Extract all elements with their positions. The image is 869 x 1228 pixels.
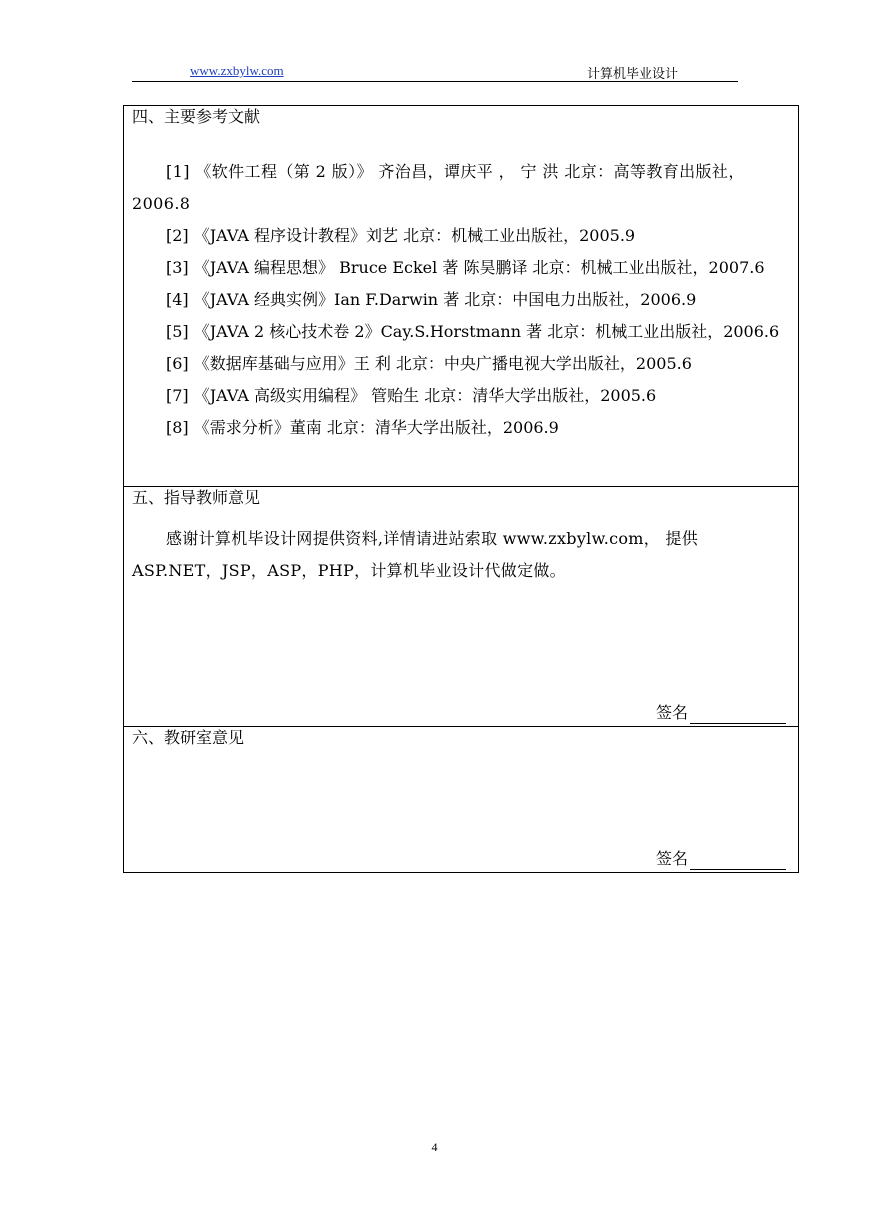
form-table — [123, 105, 799, 873]
page-number: 4 — [431, 1140, 438, 1154]
advisor-comment: 感谢计算机毕设计网提供资料,详情请进站索取 www.zxbylw.com， 提供 ASP.NET，JSP，ASP，PHP，计算机毕业设计代做定做。 — [132, 529, 699, 580]
department-signature-label: 签名 — [655, 849, 688, 868]
header-site-link[interactable]: www.zxbylw.com — [190, 63, 284, 78]
reference-item: [4] 《JAVA 经典实例》Ian F.Darwin 著 北京：中国电力出版社，2006.9 — [166, 290, 697, 309]
advisor-section — [124, 486, 798, 726]
references-section — [124, 106, 798, 486]
department-signature — [656, 848, 786, 870]
reference-item: [1] 《软件工程（第 2 版）》 齐治昌，谭庆平 ， 宁 洪 北京：高等教育出版社，2006.8 — [132, 162, 745, 213]
header-title: 计算机毕业设计 — [587, 67, 679, 82]
advisor-signature-label: 签名 — [655, 703, 688, 722]
page-header — [132, 60, 738, 82]
reference-item: [5] 《JAVA 2 核心技术卷 2》Cay.S.Horstmann 著 北京：机械工业出版社，2006.6 — [166, 322, 780, 341]
reference-item: [2] 《JAVA 程序设计教程》刘艺 北京：机械工业出版社，2005.9 — [166, 226, 636, 245]
advisor-title: 五、指导教师意见 — [132, 488, 261, 507]
department-signature-line[interactable] — [690, 851, 786, 870]
reference-item: [7] 《JAVA 高级实用编程》 管贻生 北京：清华大学出版社，2005.6 — [166, 386, 657, 405]
reference-item: [6] 《数据库基础与应用》王 利 北京：中央广播电视大学出版社，2005.6 — [166, 354, 692, 373]
advisor-signature — [656, 702, 786, 724]
references-title: 四、主要参考文献 — [132, 107, 261, 126]
department-section — [124, 726, 798, 872]
reference-item: [8] 《需求分析》董南 北京：清华大学出版社，2006.9 — [166, 418, 559, 437]
references-list — [132, 156, 792, 444]
reference-item: [3] 《JAVA 编程思想》 Bruce Eckel 著 陈昊鹏译 北京：机械工业出版社，2007.6 — [166, 258, 765, 277]
advisor-signature-line[interactable] — [690, 705, 786, 724]
department-title: 六、教研室意见 — [132, 728, 245, 747]
